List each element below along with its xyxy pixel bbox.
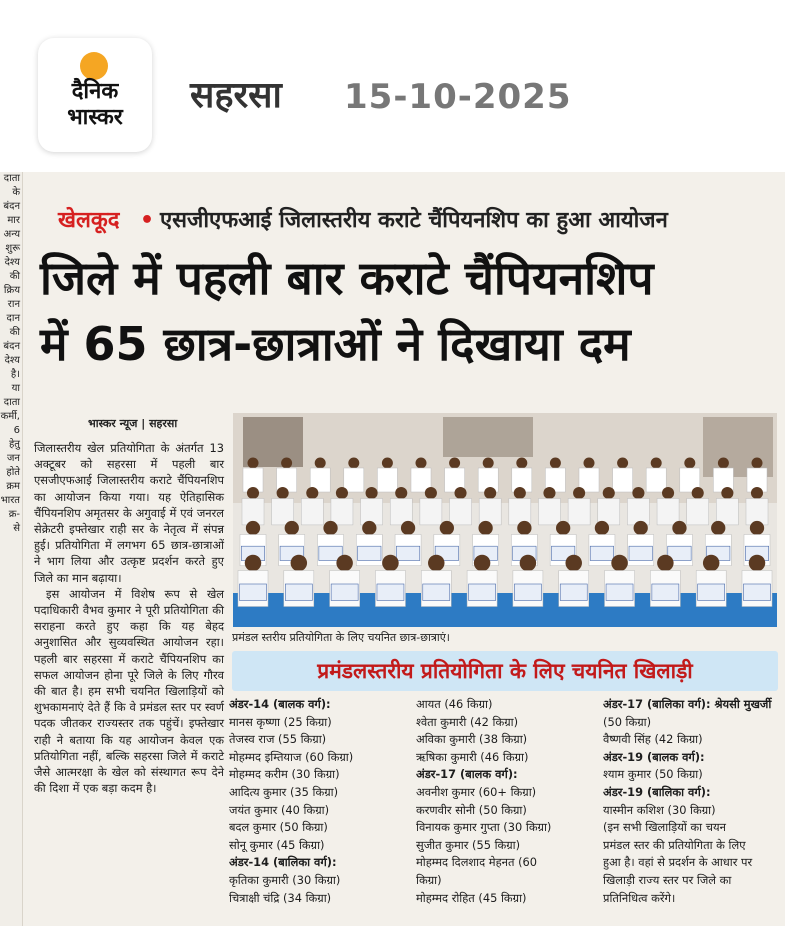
section-separator: • <box>140 208 155 233</box>
student-figure <box>672 521 686 535</box>
student-figure <box>484 487 496 499</box>
certificate <box>358 546 381 560</box>
certificate <box>469 584 496 601</box>
certificate <box>652 584 679 601</box>
edition-date: 15-10-2025 <box>344 77 572 117</box>
category-heading: अंडर-17 (बालक वर्ग): <box>416 767 518 782</box>
banner-title: प्रमंडलस्तरीय प्रतियोगिता के लिए चयनित खिलाड़ी <box>317 659 693 683</box>
student-figure <box>509 499 531 525</box>
student-figure <box>584 458 595 469</box>
student-figure <box>428 555 445 572</box>
player-entry: अवनीश कुमार (60+ किग्रा) <box>416 784 537 799</box>
article-subheading: एसजीएफआई जिलास्तरीय कराटे चैंपियनशिप का हुआ आयोजन <box>160 208 668 233</box>
players-column-1 <box>229 696 353 907</box>
student-figure <box>344 468 364 492</box>
certificate <box>514 584 541 601</box>
student-figure <box>348 458 359 469</box>
student-figure <box>718 458 729 469</box>
student-figure <box>272 499 294 525</box>
strip-fragment: कर्मी, <box>0 411 20 422</box>
strip-fragment: भारत <box>0 495 20 506</box>
strip-fragment: देश्य <box>4 257 20 268</box>
player-entry: आयत (46 किग्रा) <box>416 697 493 711</box>
student-figure <box>281 458 292 469</box>
student-figure <box>632 487 644 499</box>
student-figure <box>479 499 501 525</box>
category-heading: अंडर-14 (बालिका वर्ग): <box>229 855 337 870</box>
article-body <box>34 440 224 796</box>
player-entry: श्वेता कुमारी (42 किग्रा) <box>416 714 519 729</box>
player-entry: मानस कृष्णा (25 किग्रा) <box>229 714 332 729</box>
strip-fragment: शुरू <box>5 243 20 254</box>
headline-line1: जिले में पहली बार कराटे चैंपियनशिप <box>40 251 654 305</box>
strip-fragment: क्रिय <box>3 285 20 296</box>
student-figure <box>285 521 299 535</box>
student-figure <box>611 555 628 572</box>
student-figure <box>634 521 648 535</box>
certificate <box>629 546 652 560</box>
student-figure <box>301 499 323 525</box>
student-figure <box>613 468 633 492</box>
student-figure <box>306 487 318 499</box>
category-heading: अंडर-14 (बालक वर्ग): <box>229 697 331 711</box>
student-figure <box>657 499 679 525</box>
certificate <box>396 546 419 560</box>
strip-fragment: के <box>12 187 20 198</box>
student-figure <box>514 487 526 499</box>
category-heading: अंडर-19 (बालिका वर्ग): <box>603 784 711 799</box>
player-entry: किग्रा) <box>416 872 442 887</box>
student-figure <box>651 458 662 469</box>
player-entry: चित्राक्षी चंद्रि (34 किग्रा) <box>229 890 332 905</box>
article-paragraph: जिलास्तरीय खेल प्रतियोगिता के अंतर्गत 13 अक्टूबर को सहरसा में पहली बार एसजीएफआई जिलास्तरीय कराटे चैंपियनशिप का आयोजन किया गया। यह ऐतिहासिक चैंपियनशिप अमृतसर के अगुवाई में एवं जनरल सेक्रेटरी इफ्तेखार राही सर के नेतृत्व में संपन्न हुई। प्रतियोगिता में लगभग 65 छात्र-छात्राओं ने भाग लिया और उत्कृष्ट प्रदर्शन करते हुए जिले का मान बढ़ाया। <box>34 441 224 585</box>
player-entry: श्याम कुमार (50 किग्रा) <box>603 767 703 782</box>
student-figure <box>617 458 628 469</box>
logo-line1: दैनिक <box>71 79 119 104</box>
player-entry: हुआ है। वहां से प्रदर्शन के आधार पर <box>603 855 753 870</box>
student-figure <box>543 487 555 499</box>
player-entry: ऋषिका कुमारी (46 किग्रा) <box>416 749 529 764</box>
player-entry: विनायक कुमार गुप्ता (30 किग्रा) <box>416 820 552 835</box>
student-figure <box>595 521 609 535</box>
student-figure <box>721 487 733 499</box>
player-entry: अविका कुमारी (38 किग्रा) <box>416 732 528 747</box>
strip-fragment: देश्य <box>4 355 20 366</box>
player-entry: मोहम्मद करीम (30 किग्रा) <box>229 767 340 782</box>
player-entry: (50 किग्रा) <box>603 714 652 729</box>
student-figure <box>568 499 590 525</box>
certificate <box>590 546 613 560</box>
category-heading: अंडर-19 (बालक वर्ग): <box>603 749 705 764</box>
student-figure <box>752 458 763 469</box>
student-figure <box>361 499 383 525</box>
player-entry: प्रमंडल स्तर की प्रतियोगिता के लिए <box>603 837 746 852</box>
student-figure <box>331 499 353 525</box>
strip-fragment: होते <box>6 467 20 478</box>
student-figure <box>550 458 561 469</box>
student-figure <box>454 487 466 499</box>
student-figure <box>703 555 720 572</box>
player-entry: मोहम्मद इम्तियाज (60 किग्रा) <box>229 749 354 764</box>
certificate <box>377 584 404 601</box>
headline-line2: में 65 छात्र-छात्राओं ने दिखाया दम <box>40 317 631 371</box>
student-figure <box>401 521 415 535</box>
strip-fragment: बंदन <box>3 341 20 352</box>
student-figure <box>440 521 454 535</box>
student-figure <box>565 555 582 572</box>
adjacent-column-strip <box>0 172 23 926</box>
player-entry: यास्मीन कशिश (30 किग्रा) <box>603 802 716 817</box>
student-figure <box>245 555 262 572</box>
strip-fragment: क्र- <box>8 509 20 520</box>
strip-fragment: बंदन <box>3 201 20 212</box>
student-figure <box>474 555 491 572</box>
sun-icon <box>80 52 108 80</box>
student-figure <box>603 487 615 499</box>
certificate <box>560 584 587 601</box>
strip-fragment: से <box>13 523 20 534</box>
student-figure <box>520 555 537 572</box>
student-figure <box>662 487 674 499</box>
category-heading: अंडर-17 (बालिका वर्ग): श्रेयसी मुखर्जी <box>603 697 772 711</box>
student-figure <box>277 487 289 499</box>
strip-fragment: मार <box>7 215 20 226</box>
student-figure <box>751 487 763 499</box>
edition-city: सहरसा <box>190 75 282 116</box>
strip-fragment: हेतु <box>8 439 20 450</box>
player-entry: मोहम्मद दिलशाद मेहनत (60 <box>416 855 538 870</box>
strip-fragment: दाता <box>3 173 20 184</box>
student-figure <box>646 468 666 492</box>
strip-fragment: अन्य <box>3 229 20 240</box>
student-figure <box>248 458 259 469</box>
player-entry: सोनू कुमार (45 किग्रा) <box>229 837 325 852</box>
strip-fragment: क्रम <box>6 481 20 492</box>
student-figure <box>627 499 649 525</box>
player-entry: मोहम्मद रोहित (45 किग्रा) <box>416 890 527 905</box>
certificate <box>423 584 450 601</box>
student-figure <box>382 555 399 572</box>
certificate <box>240 584 267 601</box>
student-figure <box>716 499 738 525</box>
student-figure <box>246 521 260 535</box>
student-figure <box>336 555 353 572</box>
student-figure <box>516 458 527 469</box>
players-column-2 <box>416 696 551 907</box>
student-figure <box>450 499 472 525</box>
player-entry: तेजस्व राज (55 किग्रा) <box>229 732 327 747</box>
player-entry: आदित्य कुमार (35 किग्रा) <box>229 784 339 799</box>
student-figure <box>517 521 531 535</box>
player-entry: वैष्णवी सिंह (42 किग्रा) <box>603 732 703 747</box>
student-figure <box>478 521 492 535</box>
players-column-3 <box>603 696 771 907</box>
strip-fragment: की <box>9 327 20 338</box>
certificate <box>331 584 358 601</box>
strip-fragment: जन <box>7 453 20 464</box>
strip-fragment: है। <box>10 369 20 380</box>
student-figure <box>449 458 460 469</box>
student-figure <box>291 555 308 572</box>
student-figure <box>538 499 560 525</box>
logo-line2: भास्कर <box>67 105 123 130</box>
player-entry: कृतिका कुमारी (30 किग्रा) <box>229 872 341 887</box>
strip-fragment: या <box>11 383 20 394</box>
dainik-bhaskar-logo <box>38 38 152 152</box>
student-figure <box>395 487 407 499</box>
certificate <box>606 584 633 601</box>
student-figure <box>556 521 570 535</box>
byline: भास्कर न्यूज | सहरसा <box>88 417 178 430</box>
article-paragraph: इस आयोजन में विशेष रूप से खेल पदाधिकारी वैभव कुमार ने पूरी प्रतियोगिता की सराहना करते हुए कहा कि यह बेहद अनुशासित और सुव्यवस्थित आयोजन रहा। पहली बार सहरसा में कराटे चैंपियनशिप का सफल आयोजन होना पूरे जिले के लिए गौरव की बात है। हम सभी चयनित खिलाड़ियों को शुभकामनाएं देते हैं कि वे प्रमंडल स्तर पर स्वर्ण पदक जीतकर राज्यस्तर तक पहुंचें। इफ्तेखार राही ने बताया कि यह आयोजन केवल एक प्रतियोगिता नहीं, बल्कि सहरसा जिले में कराटे जैसे आत्मरक्षा के खेल को संस्थागत रूप देने की दिशा में एक बड़ा कदम है। <box>34 586 224 796</box>
certificate <box>285 584 312 601</box>
player-entry: (इन सभी खिलाड़ियों का चयन <box>603 820 726 835</box>
strip-fragment: दान <box>6 313 20 324</box>
player-entry: खिलाड़ी राज्य स्तर पर जिले का <box>603 872 732 887</box>
student-figure <box>366 487 378 499</box>
student-figure <box>750 521 764 535</box>
section-tag: खेलकूद <box>58 208 120 233</box>
player-entry: जयंत कुमार (40 किग्रा) <box>229 802 330 817</box>
player-entry: करणवीर सोनी (50 किग्रा) <box>416 802 527 817</box>
student-figure <box>315 458 326 469</box>
group-photo <box>233 413 777 627</box>
strip-fragment: दाता <box>3 397 20 408</box>
photo-caption: प्रमंडल स्तरीय प्रतियोगिता के लिए चयनित छात्र-छात्राएं। <box>232 631 450 644</box>
student-figure <box>483 458 494 469</box>
certificate <box>698 584 725 601</box>
student-figure <box>382 458 393 469</box>
player-entry: बदल कुमार (50 किग्रा) <box>229 820 328 835</box>
student-figure <box>416 458 427 469</box>
student-figure <box>711 521 725 535</box>
student-figure <box>692 487 704 499</box>
player-entry: प्रतिनिधित्व करेंगे। <box>603 890 676 905</box>
student-figure <box>323 521 337 535</box>
student-figure <box>425 487 437 499</box>
strip-fragment: रान <box>7 299 20 310</box>
strip-fragment: 6 <box>13 425 20 436</box>
student-figure <box>749 555 766 572</box>
student-figure <box>420 499 442 525</box>
student-figure <box>573 487 585 499</box>
student-figure <box>377 468 397 492</box>
student-figure <box>247 487 259 499</box>
student-figure <box>687 499 709 525</box>
certificate <box>744 584 771 601</box>
student-figure <box>362 521 376 535</box>
strip-fragment: की <box>9 271 20 282</box>
player-entry: सुजीत कुमार (55 किग्रा) <box>416 837 521 852</box>
student-figure <box>336 487 348 499</box>
student-figure <box>657 555 674 572</box>
student-figure <box>684 458 695 469</box>
